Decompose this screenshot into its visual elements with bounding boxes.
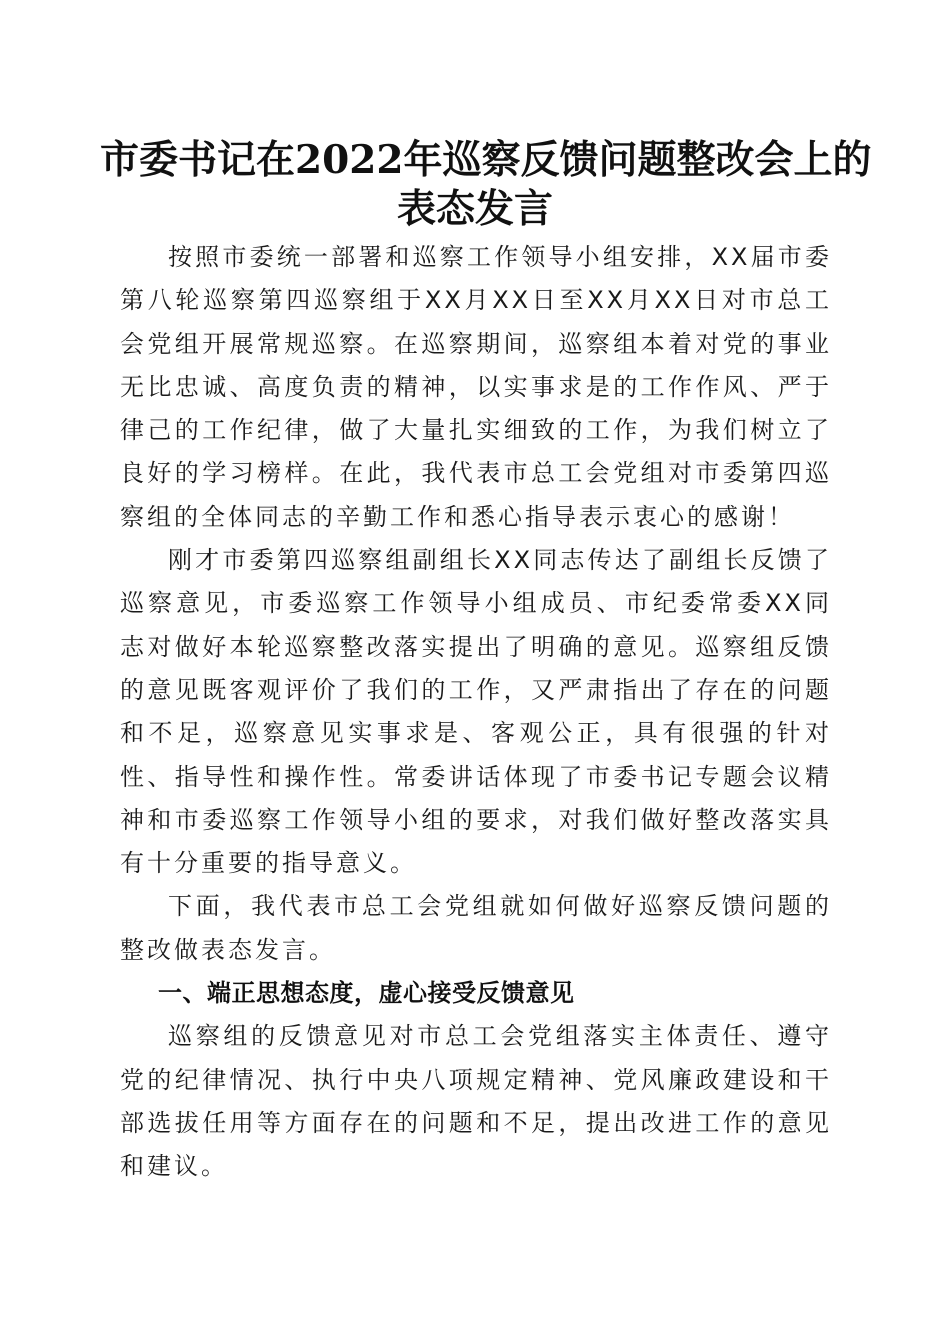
paragraph-intro: 按照市委统一部署和巡察工作领导小组安排，XX届市委第八轮巡察第四巡察组于XX月XX日至XX月XX日对市总工会党组开展常规巡察。在巡察期间，巡察组本着对党的事业无比忠诚、高度负责的精神，以实事求是的工作作风、严于律己的工作纪律，做了大量扎实细致的工作，为我们树立了良好的学习榜样。在此，我代表市总工会党组对市委第四巡察组的全体同志的辛勤工作和悉心指导表示衷心的感谢！ xyxy=(120,243,832,531)
title-line-2: 表态发言 xyxy=(396,186,553,232)
title-line-1: 市委书记在2022年巡察反馈问题整改会上的 xyxy=(100,137,872,183)
paragraph-statement: 下面，我代表市总工会党组就如何做好巡察反馈问题的整改做表态发言。 xyxy=(120,892,832,964)
paragraph-feedback: 刚才市委第四巡察组副组长XX同志传达了副组长反馈了巡察意见，市委巡察工作领导小组成员、市纪委常委XX同志对做好本轮巡察整改落实提出了明确的意见。巡察组反馈的意见既客观评价了我们的工作，又严肃指出了存在的问题和不足，巡察意见实事求是、客观公正，具有很强的针对性、指导性和操作性。常委讲话体现了市委书记专题会议精神和市委巡察工作领导小组的要求，对我们做好整改落实具有十分重要的指导意义。 xyxy=(120,546,832,878)
section-heading-1: 一、端正思想态度，虚心接受反馈意见 xyxy=(158,979,575,1008)
document-body xyxy=(120,236,832,1189)
paragraph-section-1: 巡察组的反馈意见对市总工会党组落实主体责任、遵守党的纪律情况、执行中央八项规定精神、党风廉政建设和干部选拔任用等方面存在的问题和不足，提出改进工作的意见和建议。 xyxy=(120,1022,832,1181)
document-title xyxy=(100,136,872,234)
